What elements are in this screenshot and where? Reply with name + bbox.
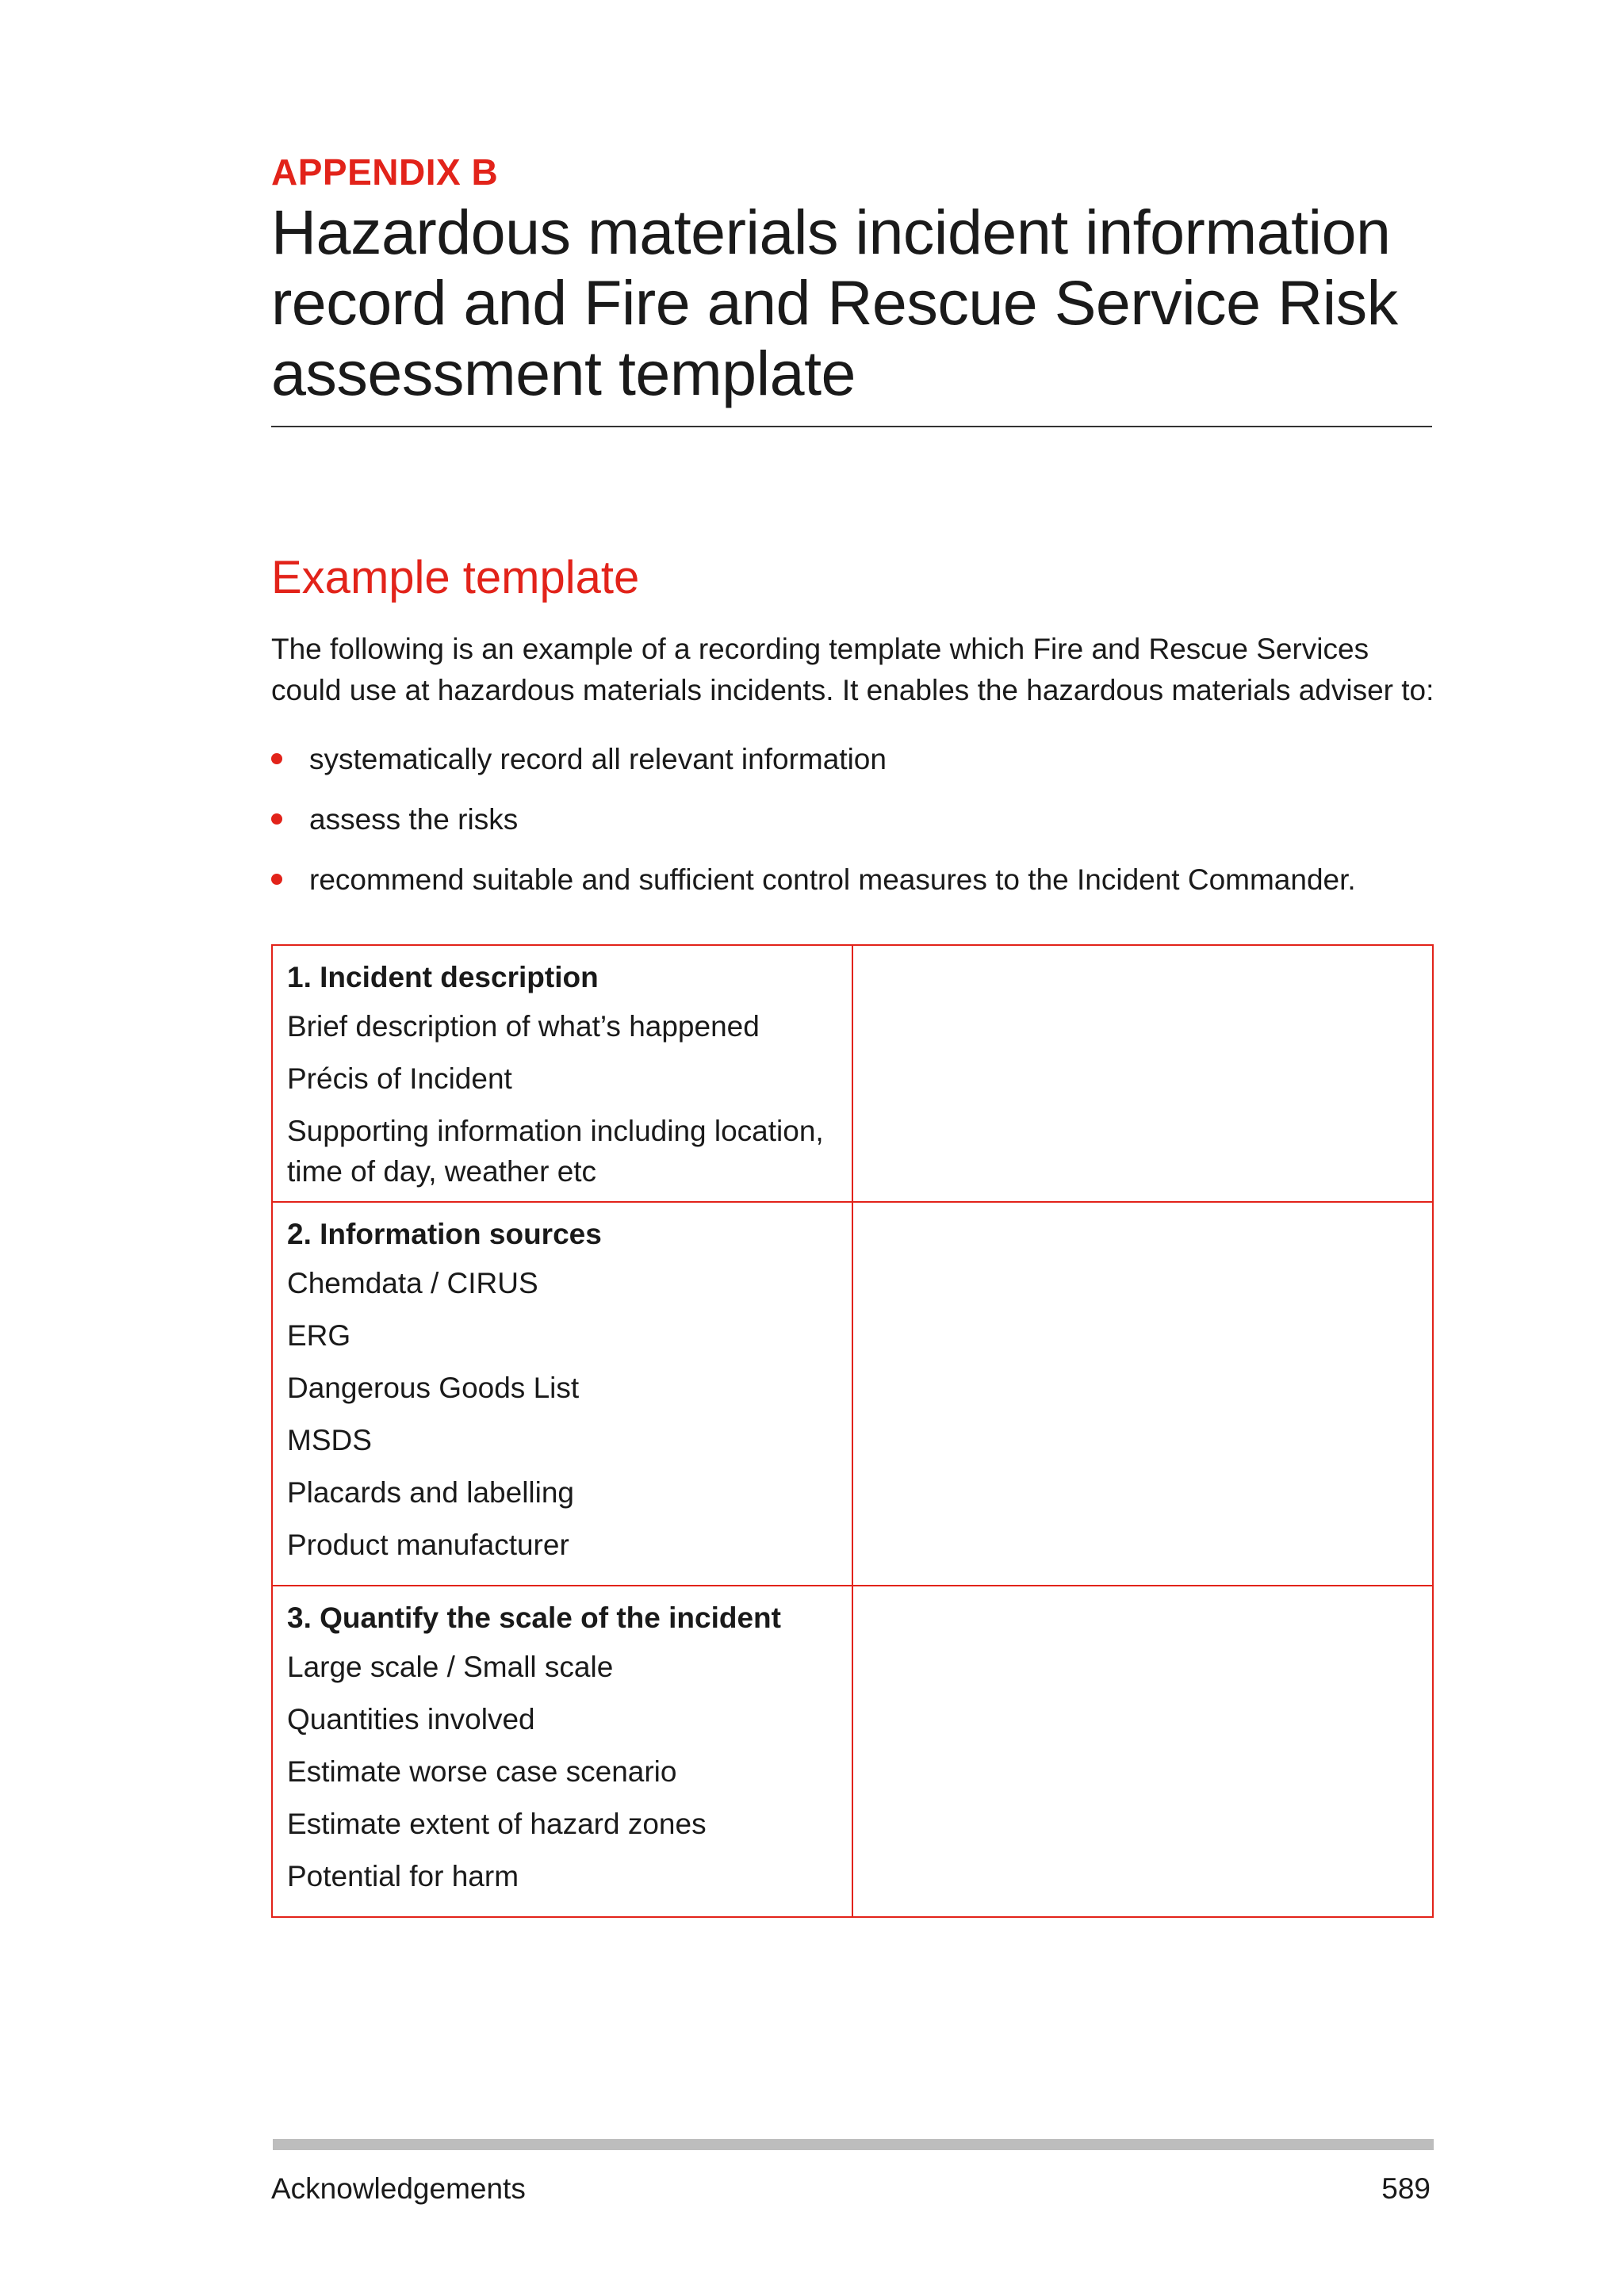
row-item: Dangerous Goods List xyxy=(287,1372,580,1404)
section-label-cell xyxy=(272,945,852,1202)
row-title: 1. Incident description xyxy=(287,961,599,993)
row-item: Quantities involved xyxy=(287,1703,535,1735)
row-item: Supporting information including location, time of day, weather etc xyxy=(287,1115,824,1188)
bullet-dot-icon xyxy=(271,874,282,885)
bullet-dot-icon xyxy=(271,813,282,825)
row-item: Précis of Incident xyxy=(287,1062,512,1095)
row-item: Estimate worse case scenario xyxy=(287,1755,677,1788)
bullet-item xyxy=(271,799,1445,859)
row-item: Potential for harm xyxy=(287,1860,519,1892)
row-title: 2. Information sources xyxy=(287,1218,602,1250)
bullet-item xyxy=(271,859,1445,920)
intro-paragraph: The following is an example of a recording template which Fire and Rescue Services could use at hazardous materials incidents. It enables the hazardous materials adviser to: xyxy=(271,633,1434,706)
appendix-label: APPENDIX B xyxy=(271,151,499,193)
row-item: Product manufacturer xyxy=(287,1529,569,1561)
page-title: Hazardous materials incident information record and Fire and Rescue Service Risk assessment template xyxy=(271,197,1398,408)
footer-divider xyxy=(273,2139,1434,2150)
bullet-dot-icon xyxy=(271,753,282,764)
bullet-text: assess the risks xyxy=(309,803,519,836)
row-title: 3. Quantify the scale of the incident xyxy=(287,1601,781,1634)
section-heading: Example template xyxy=(271,552,640,603)
response-cell[interactable] xyxy=(852,1586,1433,1917)
bullet-text: recommend suitable and sufficient control measures to the Incident Commander. xyxy=(309,863,1356,896)
row-item: Large scale / Small scale xyxy=(287,1651,614,1683)
row-item: ERG xyxy=(287,1319,351,1352)
title-divider xyxy=(271,426,1432,427)
response-cell[interactable] xyxy=(852,1202,1433,1586)
risk-assessment-table xyxy=(271,944,1434,1918)
bullet-text: systematically record all relevant information xyxy=(309,743,887,775)
bullet-item xyxy=(271,739,1445,799)
row-item: Placards and labelling xyxy=(287,1476,575,1509)
table-row xyxy=(272,1202,1433,1586)
bullet-list xyxy=(271,739,1445,920)
section-label-cell xyxy=(272,1586,852,1917)
section-label-cell xyxy=(272,1202,852,1586)
row-item: Brief description of what’s happened xyxy=(287,1010,760,1043)
page-number: 589 xyxy=(1381,2172,1431,2205)
table-row xyxy=(272,1586,1433,1917)
response-cell[interactable] xyxy=(852,945,1433,1202)
row-item: MSDS xyxy=(287,1424,372,1456)
table-row xyxy=(272,945,1433,1202)
row-item: Chemdata / CIRUS xyxy=(287,1267,538,1299)
row-item: Estimate extent of hazard zones xyxy=(287,1808,707,1840)
footer-section-name: Acknowledgements xyxy=(271,2172,526,2205)
